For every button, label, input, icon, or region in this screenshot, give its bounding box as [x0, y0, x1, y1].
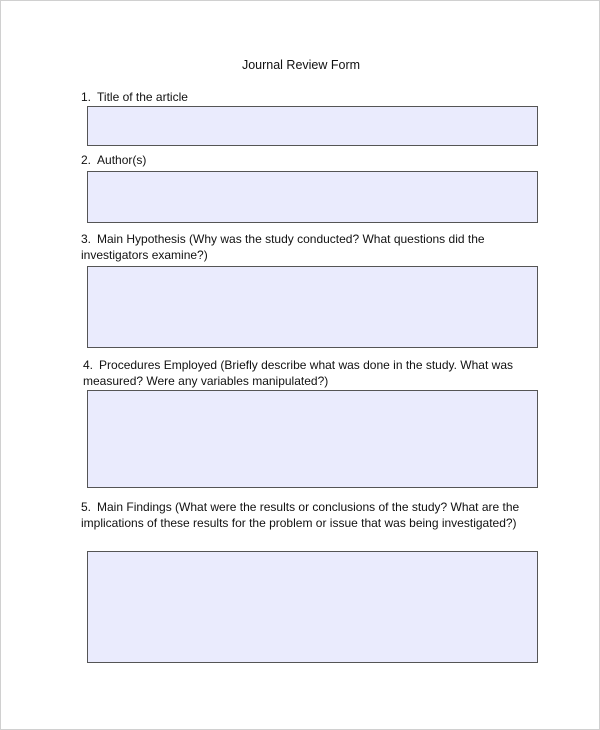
procedures-employed-field[interactable]	[87, 390, 538, 488]
question-1-text: Title of the article	[97, 90, 188, 104]
question-4-label	[83, 358, 523, 389]
question-5-text: Main Findings (What were the results or conclusions of the study? What are the implications of these results for the problem or issue that was being investigated?)	[81, 500, 520, 530]
question-4-text: Procedures Employed (Briefly describe what was done in the study. What was measured? Were any variables manipulated?)	[83, 358, 513, 388]
question-5-label	[81, 500, 521, 531]
authors-field[interactable]	[87, 171, 538, 223]
question-3-label	[81, 232, 521, 263]
question-2-label	[81, 153, 521, 169]
question-1-label	[81, 90, 521, 106]
title-of-article-field[interactable]	[87, 106, 538, 146]
main-findings-field[interactable]	[87, 551, 538, 663]
question-2-text: Author(s)	[97, 153, 147, 167]
question-1-number: 1.	[81, 90, 92, 104]
main-hypothesis-field[interactable]	[87, 266, 538, 348]
question-5-number: 5.	[81, 500, 92, 514]
question-3-number: 3.	[81, 232, 92, 246]
question-4-number: 4.	[83, 358, 94, 372]
form-title: Journal Review Form	[241, 58, 361, 72]
question-2-number: 2.	[81, 153, 92, 167]
question-3-text: Main Hypothesis (Why was the study conducted? What questions did the investigators examine?)	[81, 232, 485, 262]
